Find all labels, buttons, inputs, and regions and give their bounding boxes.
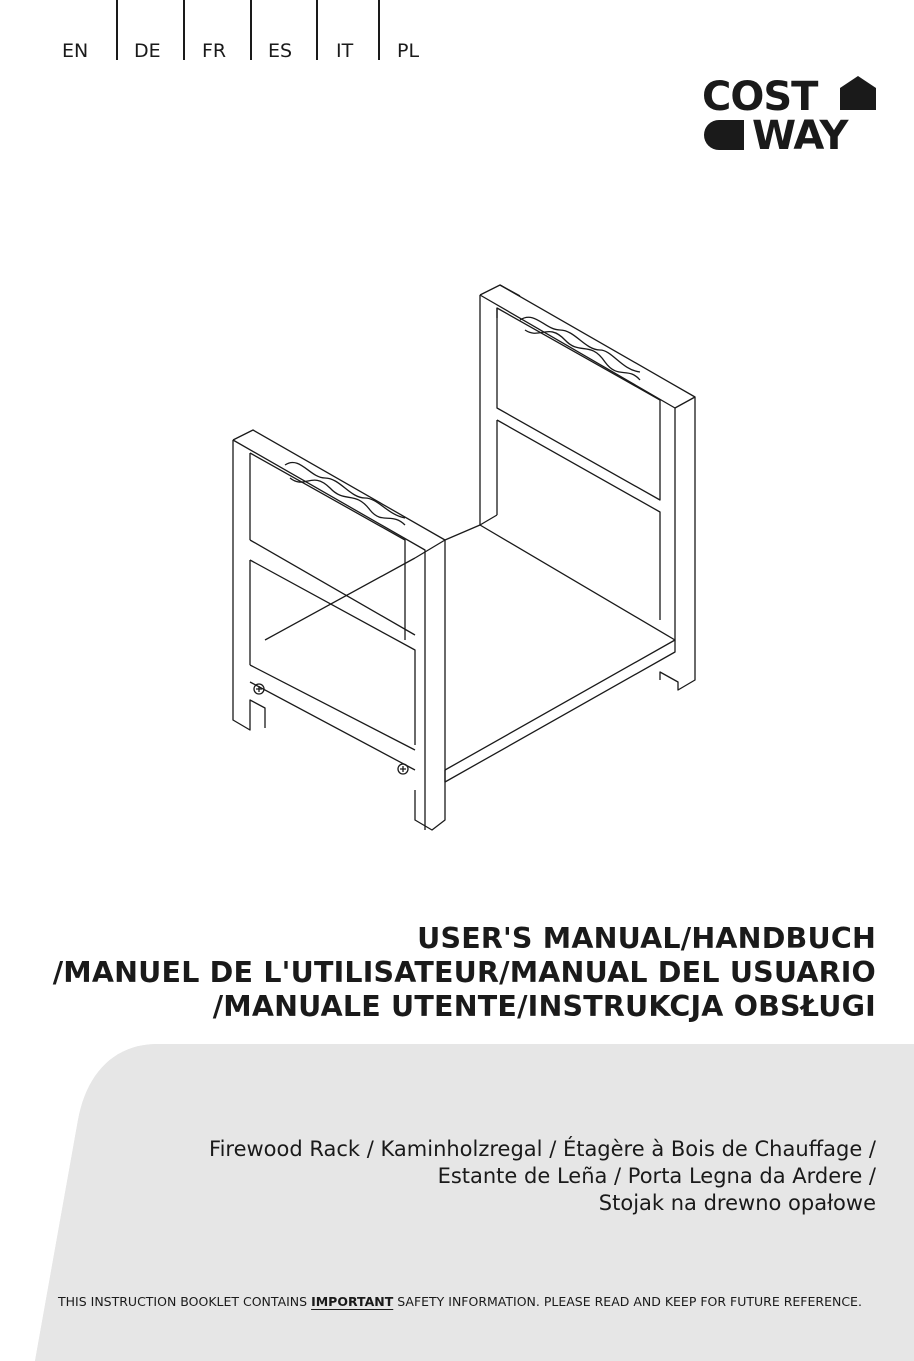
lang-de: DE	[134, 40, 161, 62]
lang-divider	[316, 0, 318, 60]
firewood-rack-illustration	[225, 280, 700, 840]
lang-divider	[183, 0, 185, 60]
product-line-2: Estante de Leña / Porta Legna da Ardere /	[437, 1164, 876, 1188]
left-end-frame	[233, 430, 445, 830]
logo-text-line2: WAY	[752, 113, 848, 152]
title-line-1: USER'S MANUAL/HANDBUCH	[417, 922, 876, 955]
product-line-1: Firewood Rack / Kaminholzregal / Étagère à Bois de Chauffage /	[209, 1137, 876, 1161]
language-bar	[0, 0, 480, 62]
title-line-3: /MANUALE UTENTE/INSTRUKCJA OBSŁUGI	[212, 990, 876, 1023]
logo-house-icon	[840, 76, 876, 110]
title-line-2: /MANUEL DE L'UTILISATEUR/MANUAL DEL USUARIO	[52, 956, 876, 989]
lang-divider	[116, 0, 118, 60]
safety-notice	[58, 1294, 862, 1309]
logo-text-line1: COST	[702, 76, 818, 120]
notice-before: THIS INSTRUCTION BOOKLET CONTAINS	[58, 1294, 312, 1309]
bolt-icons	[254, 684, 408, 774]
product-names	[209, 1136, 876, 1217]
lang-pl: PL	[397, 40, 420, 62]
manual-title	[53, 922, 876, 1024]
notice-important: IMPORTANT	[311, 1294, 394, 1309]
lang-en: EN	[62, 40, 89, 62]
lang-fr: FR	[202, 40, 227, 62]
lang-es: ES	[268, 40, 293, 62]
shelf-platform	[265, 525, 675, 782]
costway-logo	[700, 76, 878, 152]
right-end-frame	[480, 285, 695, 690]
lang-divider	[250, 0, 252, 60]
notice-after: SAFETY INFORMATION. PLEASE READ AND KEEP FOR FUTURE REFERENCE.	[393, 1294, 862, 1309]
product-line-3: Stojak na drewno opałowe	[598, 1191, 876, 1215]
lang-divider	[378, 0, 380, 60]
lang-it: IT	[336, 40, 354, 62]
